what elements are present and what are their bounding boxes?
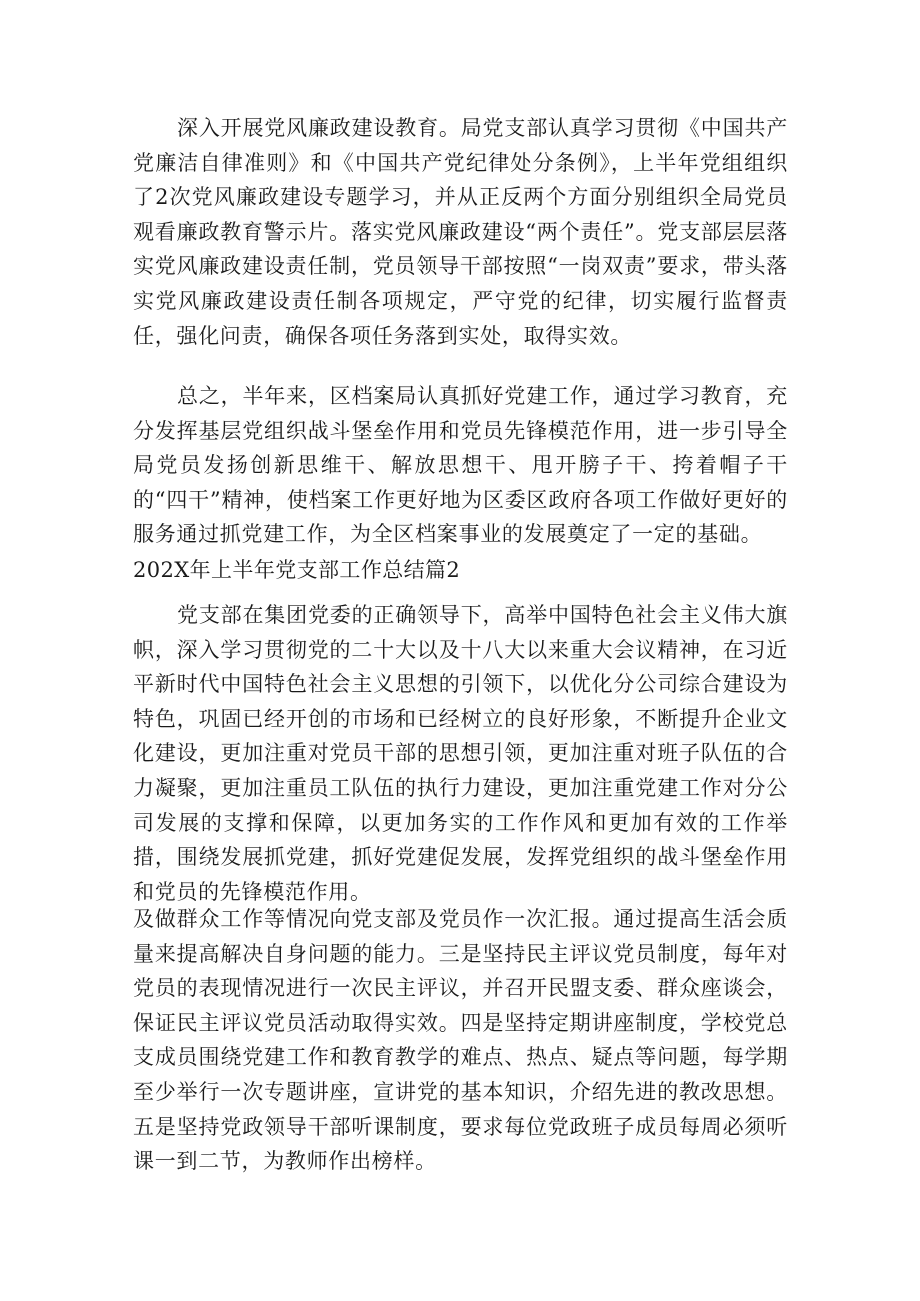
paragraph-party-branch-leadership: 党支部在集团党委的正确领导下，高举中国特色社会主义伟大旗帜，深入学习贯彻党的二十大以及十八大以来重大会议精神，在习近平新时代中国特色社会主义思想的引领下，以优化分公司综合建设为特色，巩固已经开创的市场和已经树立的良好形象，不断提升企业文化建设，更加注重对党员干部的思想引领，更加注重对班子队伍的合力凝聚，更加注重员工队伍的执行力建设，更加注重党建工作对分公司发展的支撑和保障，以更加务实的工作作风和更加有效的工作举措，围绕发展抓党建，抓好党建促发展，发挥党组织的战斗堡垒作用和党员的先锋模范作用。 [133, 603, 788, 904]
paragraph-summary: 总之，半年来，区档案局认真抓好党建工作，通过学习教育，充分发挥基层党组织战斗堡垒作用和党员先锋模范作用，进一步引导全局党员发扬创新思维干、解放思想干、甩开膀子干、挎着帽子干的“四干”精神，使档案工作更好地为区委区政府各项工作做好更好的服务通过抓党建工作，为全区档案事业的发展奠定了一定的基础。 [133, 384, 788, 547]
section-heading: 202X年上半年党支部工作总结篇2 [133, 558, 461, 582]
paragraph-integrity-education: 深入开展党风廉政建设教育。局党支部认真学习贯彻《中国共产党廉洁自律准则》和《中国共产党纪律处分条例》，上半年党组组织了2次党风廉政建设专题学习，并从正反两个方面分别组织全局党员观看廉政教育警示片。落实党风廉政建设“两个责任”。党支部层层落实党风廉政建设责任制，党员领导干部按照“一岗双责”要求，带头落实党风廉政建设责任制各项规定，严守党的纪律，切实履行监督责任，强化问责，确保各项任务落到实处，取得实效。 [133, 116, 788, 348]
paragraph-system-measures: 及做群众工作等情况向党支部及党员作一次汇报。通过提高生活会质量来提高解决自身问题的能力。三是坚持民主评议党员制度，每年对党员的表现情况进行一次民主评议，并召开民盟支委、群众座谈会，保证民主评议党员活动取得实效。四是坚持定期讲座制度，学校党总支成员围绕党建工作和教育教学的难点、热点、疑点等问题，每学期至少举行一次专题讲座，宣讲党的基本知识，介绍先进的教改思想。五是坚持党政领导干部听课制度，要求每位党政班子成员每周必须听课一到二节，为教师作出榜样。 [133, 907, 788, 1174]
